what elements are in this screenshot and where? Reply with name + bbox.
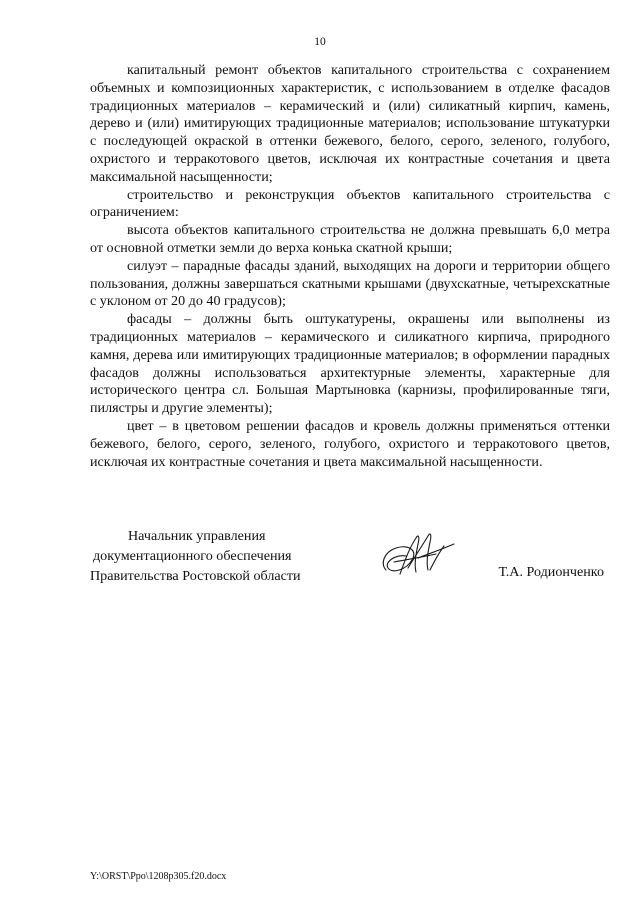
handwritten-signature (378, 524, 458, 586)
paragraph-height-limit: высота объектов капитального строительства не должна превышать 6,0 метра от основной отметки земли до верха конька скатной крыши; (90, 222, 610, 256)
signatory-title-line: Правительства Ростовской области (90, 568, 301, 584)
signatory-title-line: Начальник управления (128, 528, 266, 544)
file-path-footer: Y:\ORST\Ppo\1208p305.f20.docx (90, 871, 227, 882)
paragraph-facades: фасады – должны быть оштукатурены, окрашены или выполнены из традиционных материалов – керамического и силикатного кирпича, природного камня, дерева или имитирующих традиционные материалов; в оформлении парадных фасадов должны использоваться архитектурные элементы, характерные для исторического центра сл. Большая Мартыновка (карнизы, профилированные тяги, пилястры и другие элементы); (90, 311, 610, 417)
paragraph-capital-repair: капитальный ремонт объектов капитального строительства с сохранением объемных и композиционных характеристик, с использованием в отделке фасадов традиционных материалов – керамический и (или) силикатный кирпич, камень, дерево и (или) имитирующих традиционные материалов; использование штукатурки с последующей окраской в оттенки бежевого, белого, серого, зеленого, голубого, охристого и терракотового цветов, исключая их контрастные сочетания и цвета максимальной насыщенности; (90, 62, 610, 185)
document-body (90, 62, 610, 471)
signatory-title-line: документационного обеспечения (93, 548, 292, 564)
signatory-title (90, 526, 301, 586)
paragraph-construction-restriction: строительство и реконструкция объектов капитального строительства с ограничением: (90, 186, 610, 221)
paragraph-silhouette: силуэт – парадные фасады зданий, выходящих на дороги и территории общего пользования, должны завершаться скатными крышами (двухскатные, четырехскатные с уклоном от 20 до 40 градусов); (90, 257, 610, 310)
signature-block (90, 526, 610, 586)
page-number: 10 (314, 36, 326, 48)
signatory-name: Т.А. Родионченко (498, 564, 604, 580)
paragraph-color: цвет – в цветовом решении фасадов и кровель должны применяться оттенки бежевого, белого, серого, зеленого, голубого, охристого и терракотового цветов, исключая их контрастные сочетания и цвета максимальной насыщенности. (90, 417, 610, 470)
